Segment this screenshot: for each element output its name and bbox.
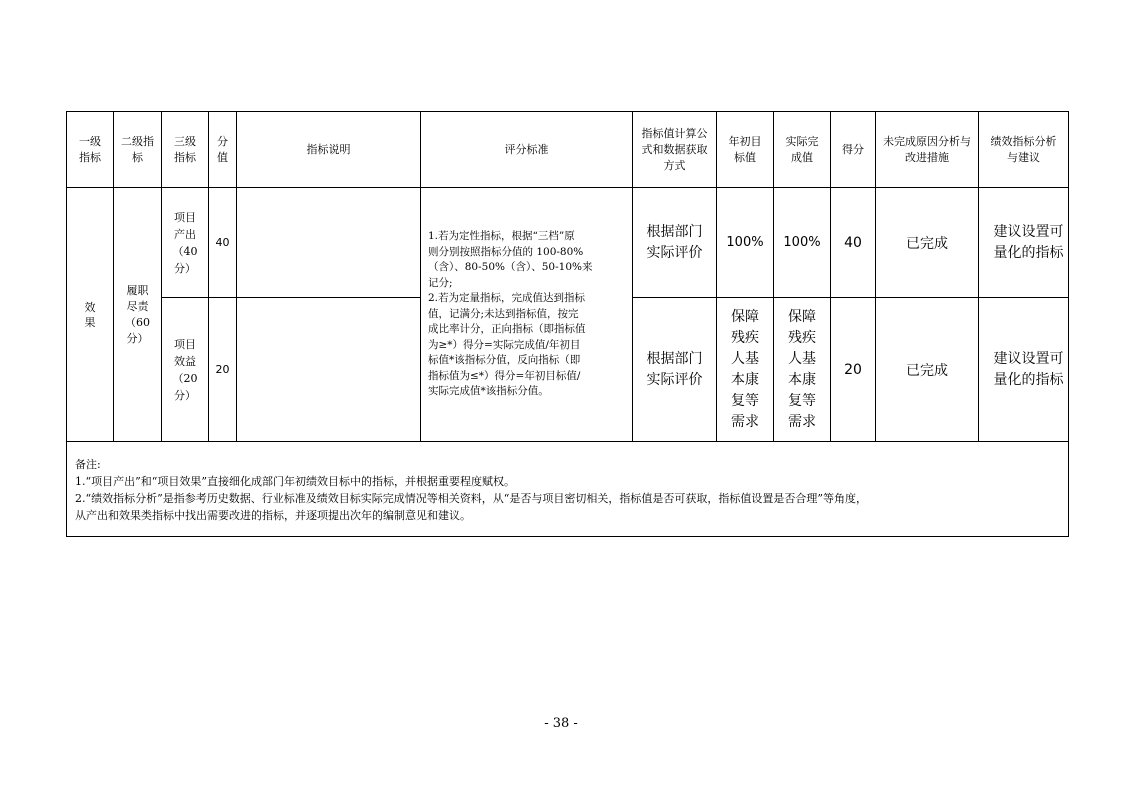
criteria-line: 2.若为定量指标，完成值达到指标: [428, 292, 586, 305]
notes-row: [67, 442, 1069, 537]
level1-cell: [67, 188, 114, 442]
header-level1: 一级指标: [67, 112, 114, 188]
header-level2: 二级指标: [114, 112, 162, 188]
target-cell: [717, 298, 774, 442]
criteria-line: 值，记满分;未达到指标值，按完: [428, 307, 579, 320]
header-score: 得分: [831, 112, 876, 188]
notes-line: 1.“项目产出”和“项目效果”直接细化成部门年初绩效目标中的指标，并根据重要程度赋权。: [75, 475, 515, 488]
formula-value: 根据部门实际评价: [646, 223, 703, 261]
notes-title: 备注:: [75, 458, 101, 471]
performance-table-sheet: [66, 111, 1068, 537]
table-row: [67, 188, 1069, 298]
level2-cell: [114, 188, 162, 442]
header-criteria: 评分标准: [421, 112, 633, 188]
weight-cell: 20: [209, 298, 237, 442]
score-cell: 20: [831, 298, 876, 442]
indicator-desc-cell: [237, 188, 421, 298]
analysis-cell: [979, 188, 1069, 298]
header-target: 年初目标值: [717, 112, 774, 188]
notes-line: 从产出和效果类指标中找出需要改进的指标，并逐项提出次年的编制意见和建议。: [75, 509, 471, 522]
criteria-line: 标值*该指标分值，反向指标（即: [428, 354, 581, 367]
formula-cell: [633, 298, 717, 442]
level3-cell: [162, 188, 209, 298]
formula-cell: [633, 188, 717, 298]
target-cell: 100%: [717, 188, 774, 298]
level1-value: 效果: [84, 300, 96, 329]
level3-value: 项目产出（40分）: [172, 210, 198, 275]
level2-value: 履职尽责（60分）: [125, 283, 150, 345]
analysis-cell: [979, 298, 1069, 442]
indicator-desc-cell: [237, 298, 421, 442]
analysis-value: 建议设置可量化的指标: [993, 223, 1064, 261]
header-indicator-desc: 指标说明: [237, 112, 421, 188]
criteria-line: 成比率计分，正向指标（即指标值: [428, 323, 586, 336]
notes-cell: [67, 442, 1069, 537]
level3-cell: [162, 298, 209, 442]
page-number: - 38 -: [544, 716, 578, 731]
level3-value: 项目效益（20分）: [172, 337, 198, 402]
notes-line: 2.“绩效指标分析”是指参考历史数据、行业标准及绩效目标实际完成情况等相关资料，从“是否与项目密切相关，指标值是否可获取，指标值设置是否合理”等角度，: [75, 492, 867, 505]
analysis-value: 建议设置可量化的指标: [993, 350, 1064, 388]
actual-cell: 100%: [774, 188, 831, 298]
target-value: 保障残疾人基本康复等需求: [731, 308, 759, 430]
performance-evaluation-table: [66, 111, 1069, 537]
criteria-line: 为≥*）得分=实际完成值/年初目: [428, 338, 581, 351]
reason-cell: 已完成: [876, 298, 979, 442]
formula-value: 根据部门实际评价: [646, 350, 703, 388]
criteria-cell: [421, 188, 633, 442]
header-reason: 未完成原因分析与改进措施: [876, 112, 979, 188]
header-weight: 分值: [209, 112, 237, 188]
header-level3: 三级指标: [162, 112, 209, 188]
header-actual: 实际完成值: [774, 112, 831, 188]
reason-cell: 已完成: [876, 188, 979, 298]
criteria-line: 记分;: [428, 276, 453, 289]
criteria-line: 指标值为≤*）得分=年初目标值/: [428, 369, 581, 382]
criteria-line: 1.若为定性指标，根据“三档”原: [428, 230, 575, 243]
actual-cell: [774, 298, 831, 442]
header-row: [67, 112, 1069, 188]
weight-cell: 40: [209, 188, 237, 298]
score-cell: 40: [831, 188, 876, 298]
criteria-line: 实际完成值*该指标分值。: [428, 385, 549, 398]
criteria-line: （含）、80-50%（含）、50-10%来: [428, 261, 593, 274]
header-analysis: 绩效指标分析与建议: [979, 112, 1069, 188]
actual-value: 保障残疾人基本康复等需求: [788, 308, 816, 430]
header-formula: 指标值计算公式和数据获取方式: [633, 112, 717, 188]
criteria-line: 则分别按照指标分值的 100-80%: [428, 245, 584, 258]
